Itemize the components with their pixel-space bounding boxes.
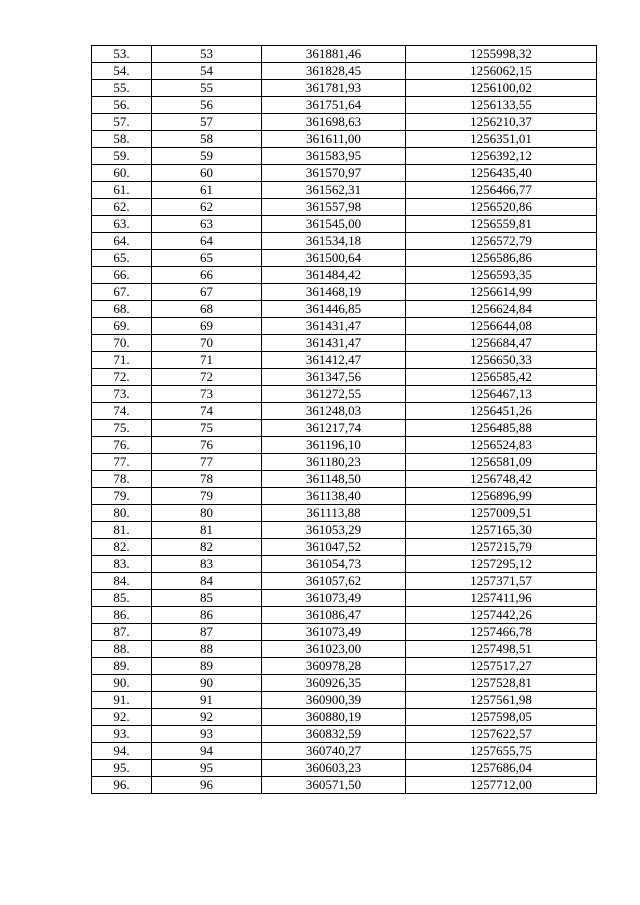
row-number-cell: 91. <box>92 692 152 709</box>
table-row <box>92 539 597 556</box>
x-coordinate-cell: 361148,50 <box>262 471 406 488</box>
x-coordinate-cell: 360603,23 <box>262 760 406 777</box>
y-coordinate-cell: 1257165,30 <box>406 522 597 539</box>
x-coordinate-cell: 361086,47 <box>262 607 406 624</box>
point-number-cell: 91 <box>152 692 262 709</box>
table-row <box>92 403 597 420</box>
table-row <box>92 420 597 437</box>
table-row <box>92 488 597 505</box>
row-number-cell: 79. <box>92 488 152 505</box>
table-row <box>92 777 597 794</box>
table-row <box>92 131 597 148</box>
row-number-cell: 72. <box>92 369 152 386</box>
table-row <box>92 692 597 709</box>
row-number-cell: 61. <box>92 182 152 199</box>
point-number-cell: 67 <box>152 284 262 301</box>
row-number-cell: 78. <box>92 471 152 488</box>
x-coordinate-cell: 361781,93 <box>262 80 406 97</box>
table-row <box>92 352 597 369</box>
coordinates-table <box>91 45 597 794</box>
y-coordinate-cell: 1256062,15 <box>406 63 597 80</box>
table-row <box>92 114 597 131</box>
table-row <box>92 437 597 454</box>
x-coordinate-cell: 360832,59 <box>262 726 406 743</box>
y-coordinate-cell: 1257598,05 <box>406 709 597 726</box>
y-coordinate-cell: 1256524,83 <box>406 437 597 454</box>
table-row <box>92 216 597 233</box>
y-coordinate-cell: 1256614,99 <box>406 284 597 301</box>
table-row <box>92 80 597 97</box>
row-number-cell: 90. <box>92 675 152 692</box>
table-row <box>92 318 597 335</box>
y-coordinate-cell: 1256748,42 <box>406 471 597 488</box>
x-coordinate-cell: 361113,88 <box>262 505 406 522</box>
table-row <box>92 471 597 488</box>
x-coordinate-cell: 361562,31 <box>262 182 406 199</box>
y-coordinate-cell: 1256581,09 <box>406 454 597 471</box>
y-coordinate-cell: 1256644,08 <box>406 318 597 335</box>
point-number-cell: 74 <box>152 403 262 420</box>
point-number-cell: 61 <box>152 182 262 199</box>
table-row <box>92 573 597 590</box>
point-number-cell: 77 <box>152 454 262 471</box>
y-coordinate-cell: 1257528,81 <box>406 675 597 692</box>
x-coordinate-cell: 361570,97 <box>262 165 406 182</box>
point-number-cell: 72 <box>152 369 262 386</box>
table-row <box>92 590 597 607</box>
x-coordinate-cell: 361272,55 <box>262 386 406 403</box>
x-coordinate-cell: 361431,47 <box>262 318 406 335</box>
x-coordinate-cell: 361180,23 <box>262 454 406 471</box>
row-number-cell: 65. <box>92 250 152 267</box>
row-number-cell: 64. <box>92 233 152 250</box>
table-row <box>92 607 597 624</box>
point-number-cell: 96 <box>152 777 262 794</box>
table-row <box>92 335 597 352</box>
x-coordinate-cell: 361138,40 <box>262 488 406 505</box>
x-coordinate-cell: 361828,45 <box>262 63 406 80</box>
coordinates-table-body <box>92 46 597 794</box>
y-coordinate-cell: 1257466,78 <box>406 624 597 641</box>
y-coordinate-cell: 1257411,96 <box>406 590 597 607</box>
x-coordinate-cell: 360926,35 <box>262 675 406 692</box>
y-coordinate-cell: 1256133,55 <box>406 97 597 114</box>
point-number-cell: 76 <box>152 437 262 454</box>
row-number-cell: 57. <box>92 114 152 131</box>
x-coordinate-cell: 361431,47 <box>262 335 406 352</box>
row-number-cell: 80. <box>92 505 152 522</box>
table-row <box>92 624 597 641</box>
table-row <box>92 505 597 522</box>
point-number-cell: 59 <box>152 148 262 165</box>
row-number-cell: 69. <box>92 318 152 335</box>
table-row <box>92 386 597 403</box>
row-number-cell: 56. <box>92 97 152 114</box>
row-number-cell: 83. <box>92 556 152 573</box>
x-coordinate-cell: 361053,29 <box>262 522 406 539</box>
y-coordinate-cell: 1256351,01 <box>406 131 597 148</box>
y-coordinate-cell: 1256896,99 <box>406 488 597 505</box>
table-row <box>92 46 597 63</box>
x-coordinate-cell: 361698,63 <box>262 114 406 131</box>
table-row <box>92 165 597 182</box>
x-coordinate-cell: 361347,56 <box>262 369 406 386</box>
point-number-cell: 63 <box>152 216 262 233</box>
table-row <box>92 182 597 199</box>
y-coordinate-cell: 1257517,27 <box>406 658 597 675</box>
row-number-cell: 60. <box>92 165 152 182</box>
table-row <box>92 726 597 743</box>
point-number-cell: 66 <box>152 267 262 284</box>
y-coordinate-cell: 1256559,81 <box>406 216 597 233</box>
y-coordinate-cell: 1256210,37 <box>406 114 597 131</box>
row-number-cell: 87. <box>92 624 152 641</box>
point-number-cell: 92 <box>152 709 262 726</box>
x-coordinate-cell: 361557,98 <box>262 199 406 216</box>
x-coordinate-cell: 361468,19 <box>262 284 406 301</box>
table-row <box>92 454 597 471</box>
y-coordinate-cell: 1257215,79 <box>406 539 597 556</box>
point-number-cell: 88 <box>152 641 262 658</box>
row-number-cell: 82. <box>92 539 152 556</box>
point-number-cell: 82 <box>152 539 262 556</box>
point-number-cell: 93 <box>152 726 262 743</box>
point-number-cell: 81 <box>152 522 262 539</box>
y-coordinate-cell: 1257442,26 <box>406 607 597 624</box>
y-coordinate-cell: 1257561,98 <box>406 692 597 709</box>
x-coordinate-cell: 361534,18 <box>262 233 406 250</box>
point-number-cell: 60 <box>152 165 262 182</box>
x-coordinate-cell: 361073,49 <box>262 624 406 641</box>
y-coordinate-cell: 1256593,35 <box>406 267 597 284</box>
row-number-cell: 95. <box>92 760 152 777</box>
y-coordinate-cell: 1256624,84 <box>406 301 597 318</box>
x-coordinate-cell: 361057,62 <box>262 573 406 590</box>
y-coordinate-cell: 1256485,88 <box>406 420 597 437</box>
y-coordinate-cell: 1256100,02 <box>406 80 597 97</box>
row-number-cell: 53. <box>92 46 152 63</box>
point-number-cell: 86 <box>152 607 262 624</box>
y-coordinate-cell: 1256650,33 <box>406 352 597 369</box>
point-number-cell: 55 <box>152 80 262 97</box>
x-coordinate-cell: 361047,52 <box>262 539 406 556</box>
table-row <box>92 522 597 539</box>
x-coordinate-cell: 360900,39 <box>262 692 406 709</box>
x-coordinate-cell: 361881,46 <box>262 46 406 63</box>
point-number-cell: 53 <box>152 46 262 63</box>
x-coordinate-cell: 360880,19 <box>262 709 406 726</box>
table-row <box>92 267 597 284</box>
row-number-cell: 89. <box>92 658 152 675</box>
row-number-cell: 67. <box>92 284 152 301</box>
row-number-cell: 68. <box>92 301 152 318</box>
table-row <box>92 199 597 216</box>
y-coordinate-cell: 1256586,86 <box>406 250 597 267</box>
point-number-cell: 71 <box>152 352 262 369</box>
table-row <box>92 743 597 760</box>
table-row <box>92 641 597 658</box>
y-coordinate-cell: 1257655,75 <box>406 743 597 760</box>
table-row <box>92 709 597 726</box>
table-row <box>92 658 597 675</box>
y-coordinate-cell: 1256466,77 <box>406 182 597 199</box>
y-coordinate-cell: 1257622,57 <box>406 726 597 743</box>
table-row <box>92 284 597 301</box>
y-coordinate-cell: 1257009,51 <box>406 505 597 522</box>
x-coordinate-cell: 361500,64 <box>262 250 406 267</box>
row-number-cell: 88. <box>92 641 152 658</box>
x-coordinate-cell: 360740,27 <box>262 743 406 760</box>
row-number-cell: 58. <box>92 131 152 148</box>
row-number-cell: 81. <box>92 522 152 539</box>
row-number-cell: 75. <box>92 420 152 437</box>
table-row <box>92 250 597 267</box>
table-row <box>92 233 597 250</box>
point-number-cell: 57 <box>152 114 262 131</box>
table-row <box>92 148 597 165</box>
x-coordinate-cell: 361023,00 <box>262 641 406 658</box>
point-number-cell: 87 <box>152 624 262 641</box>
y-coordinate-cell: 1256585,42 <box>406 369 597 386</box>
y-coordinate-cell: 1256435,40 <box>406 165 597 182</box>
point-number-cell: 84 <box>152 573 262 590</box>
row-number-cell: 84. <box>92 573 152 590</box>
point-number-cell: 70 <box>152 335 262 352</box>
point-number-cell: 58 <box>152 131 262 148</box>
point-number-cell: 73 <box>152 386 262 403</box>
table-row <box>92 301 597 318</box>
row-number-cell: 73. <box>92 386 152 403</box>
row-number-cell: 94. <box>92 743 152 760</box>
x-coordinate-cell: 361611,00 <box>262 131 406 148</box>
y-coordinate-cell: 1255998,32 <box>406 46 597 63</box>
row-number-cell: 59. <box>92 148 152 165</box>
row-number-cell: 55. <box>92 80 152 97</box>
point-number-cell: 56 <box>152 97 262 114</box>
row-number-cell: 70. <box>92 335 152 352</box>
x-coordinate-cell: 361412,47 <box>262 352 406 369</box>
point-number-cell: 54 <box>152 63 262 80</box>
point-number-cell: 75 <box>152 420 262 437</box>
row-number-cell: 62. <box>92 199 152 216</box>
x-coordinate-cell: 361751,64 <box>262 97 406 114</box>
row-number-cell: 66. <box>92 267 152 284</box>
point-number-cell: 80 <box>152 505 262 522</box>
row-number-cell: 63. <box>92 216 152 233</box>
x-coordinate-cell: 360978,28 <box>262 658 406 675</box>
point-number-cell: 69 <box>152 318 262 335</box>
x-coordinate-cell: 361073,49 <box>262 590 406 607</box>
x-coordinate-cell: 361583,95 <box>262 148 406 165</box>
y-coordinate-cell: 1257498,51 <box>406 641 597 658</box>
row-number-cell: 92. <box>92 709 152 726</box>
table-row <box>92 97 597 114</box>
y-coordinate-cell: 1257686,04 <box>406 760 597 777</box>
y-coordinate-cell: 1257295,12 <box>406 556 597 573</box>
row-number-cell: 93. <box>92 726 152 743</box>
table-row <box>92 556 597 573</box>
row-number-cell: 77. <box>92 454 152 471</box>
y-coordinate-cell: 1256520,86 <box>406 199 597 216</box>
y-coordinate-cell: 1257712,00 <box>406 777 597 794</box>
table-row <box>92 63 597 80</box>
point-number-cell: 83 <box>152 556 262 573</box>
row-number-cell: 71. <box>92 352 152 369</box>
point-number-cell: 95 <box>152 760 262 777</box>
point-number-cell: 85 <box>152 590 262 607</box>
point-number-cell: 62 <box>152 199 262 216</box>
x-coordinate-cell: 360571,50 <box>262 777 406 794</box>
point-number-cell: 65 <box>152 250 262 267</box>
x-coordinate-cell: 361196,10 <box>262 437 406 454</box>
x-coordinate-cell: 361248,03 <box>262 403 406 420</box>
y-coordinate-cell: 1256451,26 <box>406 403 597 420</box>
table-row <box>92 760 597 777</box>
point-number-cell: 64 <box>152 233 262 250</box>
row-number-cell: 76. <box>92 437 152 454</box>
point-number-cell: 90 <box>152 675 262 692</box>
table-row <box>92 675 597 692</box>
y-coordinate-cell: 1256572,79 <box>406 233 597 250</box>
row-number-cell: 74. <box>92 403 152 420</box>
y-coordinate-cell: 1256684,47 <box>406 335 597 352</box>
row-number-cell: 54. <box>92 63 152 80</box>
row-number-cell: 86. <box>92 607 152 624</box>
point-number-cell: 89 <box>152 658 262 675</box>
row-number-cell: 96. <box>92 777 152 794</box>
point-number-cell: 68 <box>152 301 262 318</box>
table-row <box>92 369 597 386</box>
point-number-cell: 79 <box>152 488 262 505</box>
point-number-cell: 94 <box>152 743 262 760</box>
point-number-cell: 78 <box>152 471 262 488</box>
row-number-cell: 85. <box>92 590 152 607</box>
x-coordinate-cell: 361484,42 <box>262 267 406 284</box>
y-coordinate-cell: 1257371,57 <box>406 573 597 590</box>
y-coordinate-cell: 1256392,12 <box>406 148 597 165</box>
x-coordinate-cell: 361545,00 <box>262 216 406 233</box>
x-coordinate-cell: 361217,74 <box>262 420 406 437</box>
x-coordinate-cell: 361054,73 <box>262 556 406 573</box>
y-coordinate-cell: 1256467,13 <box>406 386 597 403</box>
x-coordinate-cell: 361446,85 <box>262 301 406 318</box>
